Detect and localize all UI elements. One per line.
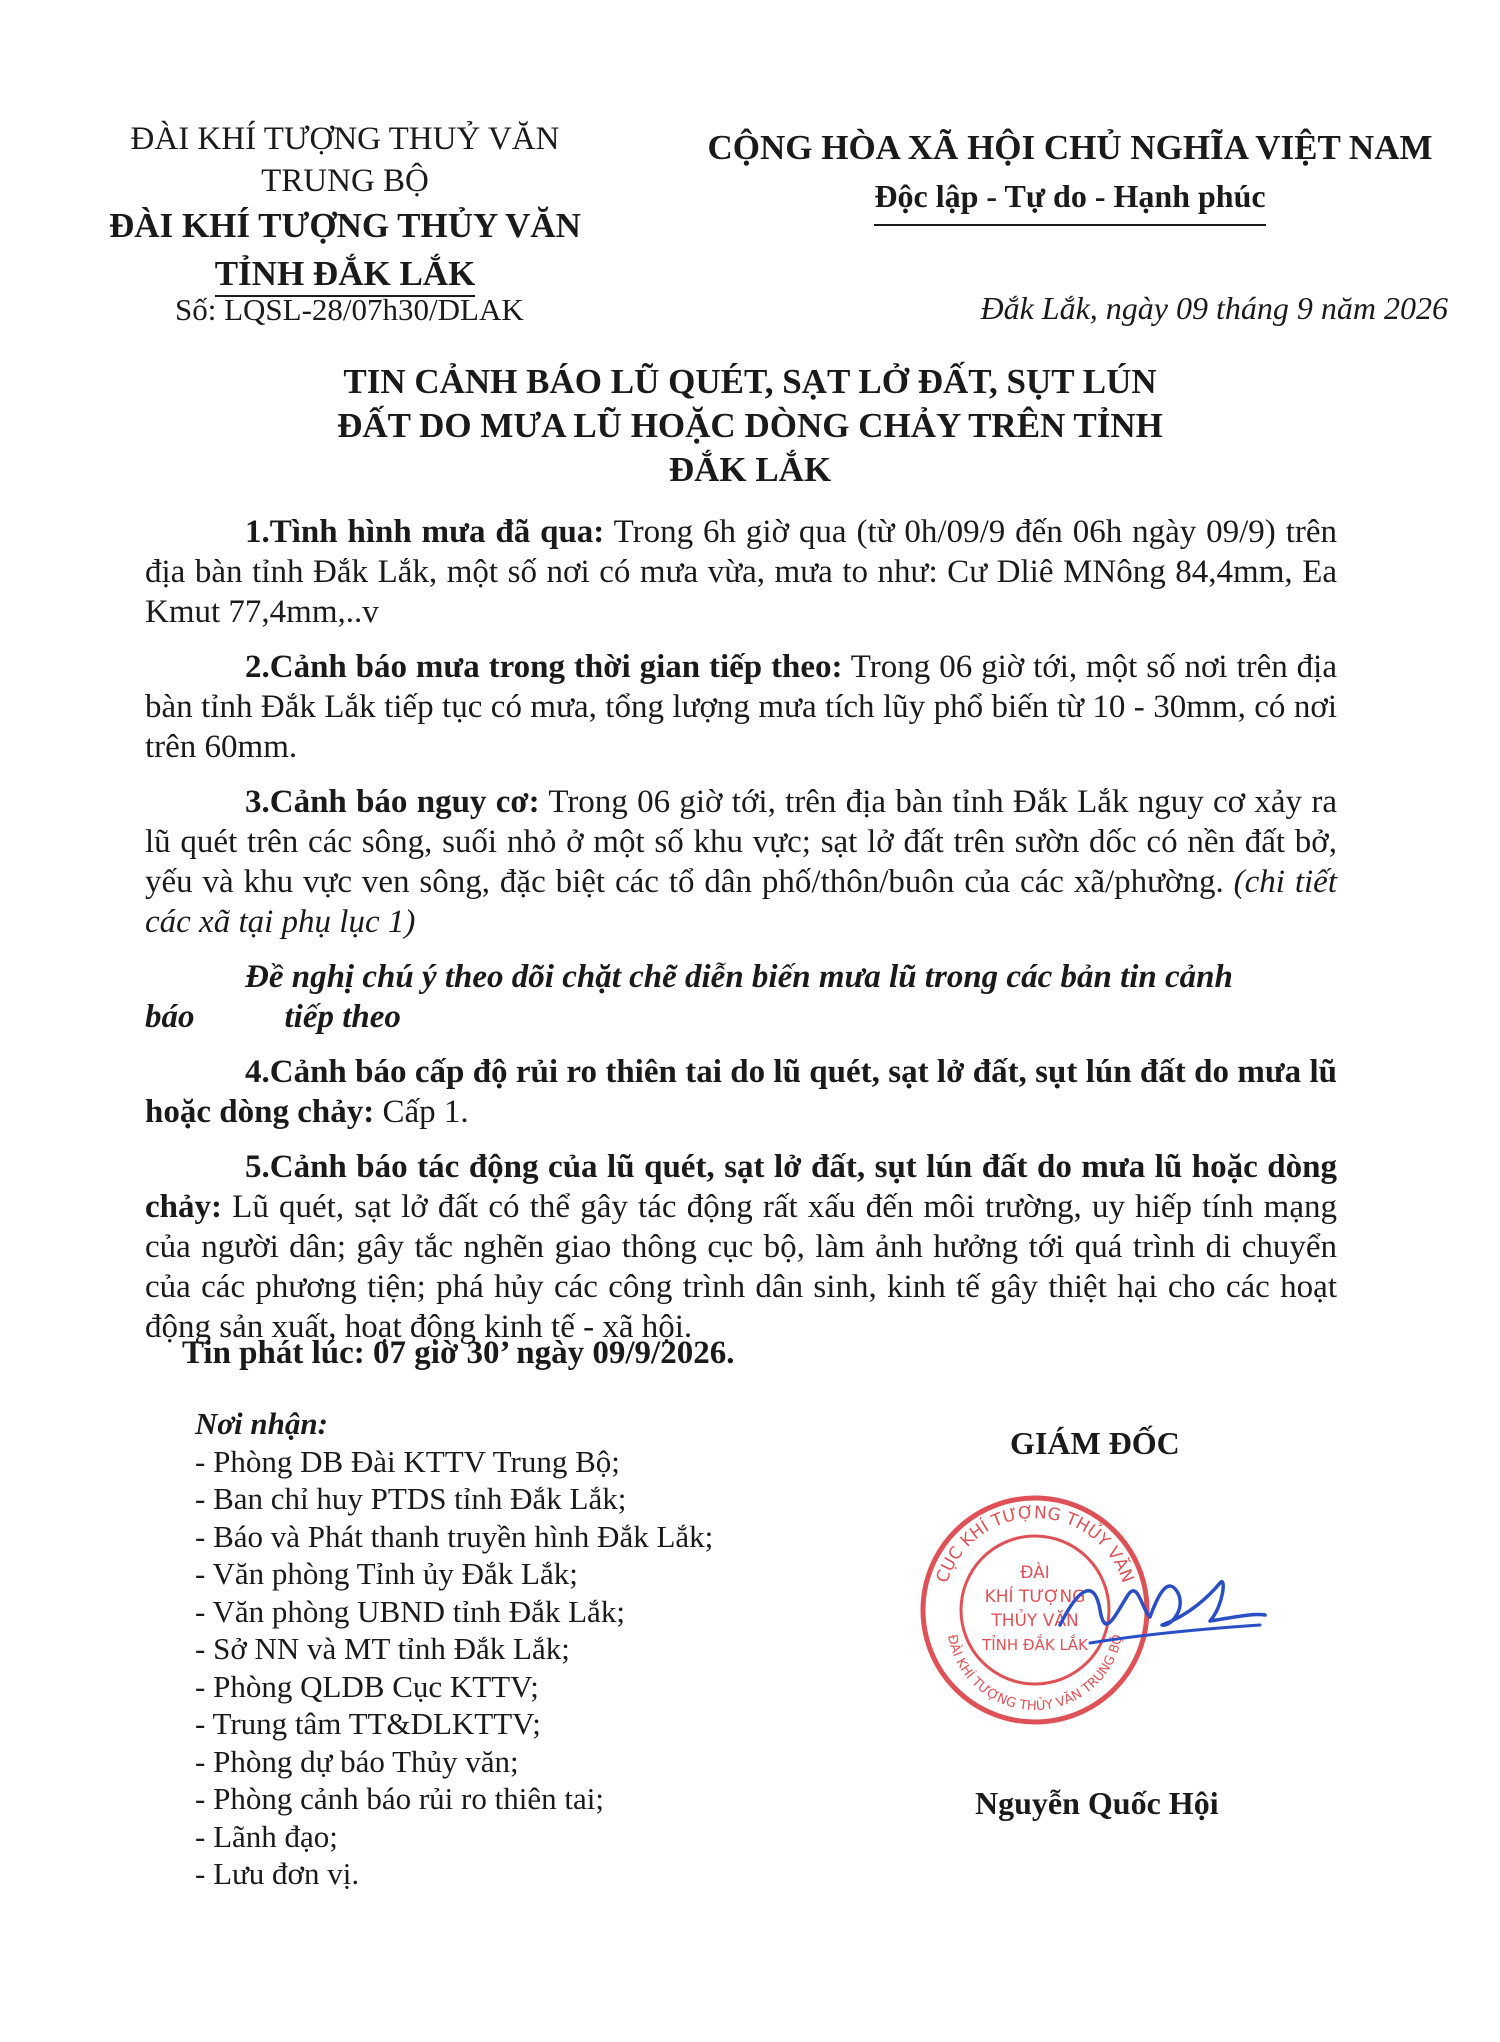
section-3: [145, 782, 1337, 942]
national-motto: Độc lập - Tự do - Hạnh phúc: [874, 172, 1265, 226]
section-2-text: Trong 06 giờ tới, một số nơi trên địa bàn tỉnh Đắk Lắk tiếp tục có mưa, tổng lượng mưa tích lũy phổ biến từ 10 - 30mm, có nơi trên 60mm.: [145, 649, 1337, 765]
recipients-list: [195, 1443, 713, 1893]
recipient-item: - Văn phòng Tỉnh ủy Đắk Lắk;: [195, 1556, 578, 1591]
title-line1: TIN CẢNH BÁO LŨ QUÉT, SẠT LỞ ĐẤT, SỤT LÚN: [343, 362, 1157, 401]
agency-name-line2: [105, 250, 585, 298]
handwritten-signature-icon: [1050, 1555, 1270, 1665]
document-number: Số: LQSL-28/07h30/DLAK: [175, 292, 524, 327]
signer-name: Nguyễn Quốc Hội: [975, 1785, 1219, 1821]
section-5: [145, 1147, 1337, 1347]
section-5-heading: 5.Cảnh báo tác động của lũ quét, sạt lở đất, sụt lún đất do mưa lũ hoặc dòng chảy:: [145, 1149, 1337, 1225]
advice-note: [145, 957, 1337, 1037]
agency-name-underline: TỈNH ĐẮK LẮK: [215, 254, 476, 297]
recipient-item: - Báo và Phát thanh truyền hình Đắk Lắk;: [195, 1518, 714, 1554]
recipient-item: - Văn phòng UBND tỉnh Đắk Lắk;: [195, 1593, 625, 1629]
svg-text:ĐÀI: ĐÀI: [1020, 1563, 1050, 1583]
svg-text:THỦY VĂN: THỦY VĂN: [991, 1611, 1079, 1631]
section-4: [145, 1052, 1337, 1132]
svg-text:KHÍ TƯỢNG: KHÍ TƯỢNG: [984, 1587, 1086, 1607]
recipient-item: - Phòng cảnh báo rủi ro thiên tai;: [195, 1781, 604, 1816]
document-body: [145, 512, 1337, 1362]
section-2-heading: 2.Cảnh báo mưa trong thời gian tiếp theo:: [245, 649, 843, 685]
svg-text:TỈNH ĐẮK LẮK: TỈNH ĐẮK LẮK: [982, 1636, 1088, 1654]
advice-word2: tiếp theo: [284, 999, 401, 1035]
section-1: [145, 512, 1337, 632]
recipient-item: - Phòng DB Đài KTTV Trung Bộ;: [195, 1443, 620, 1479]
section-3-heading: 3.Cảnh báo nguy cơ:: [245, 784, 540, 820]
document-date: Đắk Lắk, ngày 09 tháng 9 năm 2026: [980, 290, 1448, 326]
section-5-text: Lũ quét, sạt lở đất có thể gây tác động rất xấu đến môi trường, uy hiếp tính mạng của người dân; gây tắc nghẽn giao thông cục bộ, làm ảnh hưởng tới quá trình di chuyển của các phương tiện; phá hủy các công trình dân sinh, kinh tế gây thiệt hại cho các hoạt động sản xuất, hoạt động kinh tế - xã hội.: [145, 1189, 1337, 1345]
agency-parent-line2: TRUNG BỘ: [261, 163, 429, 199]
recipient-item: - Phòng QLDB Cục KTTV;: [195, 1668, 539, 1704]
recipient-item: - Trung tâm TT&DLKTTV;: [195, 1706, 541, 1741]
recipients: [195, 1405, 713, 1893]
svg-text:ĐÀI KHÍ TƯỢNG THỦY VĂN TRUNG B: ĐÀI KHÍ TƯỢNG THỦY VĂN TRUNG BỘ: [944, 1633, 1126, 1715]
title-line3: ĐẮK LẮK: [668, 450, 832, 489]
section-4-heading: 4.Cảnh báo cấp độ rủi ro thiên tai do lũ quét, sạt lở đất, sụt lún đất do mưa lũ hoặc dòng chảy:: [145, 1054, 1337, 1130]
section-3-note: (chi tiết các xã tại phụ lục 1): [145, 864, 1337, 940]
advice-line2: [145, 997, 1337, 1037]
issue-time: Tin phát lúc: 07 giờ 30’ ngày 09/9/2026.: [182, 1335, 735, 1371]
national-title: CỘNG HÒA XÃ HỘI CHỦ NGHĨA VIỆT NAM: [707, 128, 1433, 167]
document-title: [150, 360, 1350, 492]
recipient-item: - Phòng dự báo Thủy văn;: [195, 1743, 519, 1779]
recipients-title: Nơi nhận:: [195, 1406, 328, 1441]
national-header: [680, 124, 1460, 226]
recipient-item: - Sở NN và MT tỉnh Đắk Lắk;: [195, 1631, 570, 1666]
issuing-agency: [105, 118, 585, 298]
section-2: [145, 647, 1337, 767]
section-1-heading: 1.Tình hình mưa đã qua:: [245, 514, 605, 550]
agency-parent-line1: ĐÀI KHÍ TƯỢNG THUỶ VĂN: [130, 121, 560, 157]
signer-role: GIÁM ĐỐC: [1010, 1425, 1180, 1461]
svg-text:CỤC KHÍ TƯỢNG THỦY VĂN: CỤC KHÍ TƯỢNG THỦY VĂN: [932, 1502, 1138, 1586]
section-1-text: Trong 6h giờ qua (từ 0h/09/9 đến 06h ngày 09/9) trên địa bàn tỉnh Đắk Lắk, một số nơi có mưa vừa, mưa to như: Cư Dliê MNông 84,4mm, Ea Kmut 77,4mm,..v: [145, 514, 1337, 630]
recipient-item: - Ban chỉ huy PTDS tỉnh Đắk Lắk;: [195, 1481, 627, 1516]
recipient-item: - Lãnh đạo;: [195, 1818, 338, 1854]
section-4-text: Cấp 1.: [374, 1094, 469, 1130]
recipient-item: - Lưu đơn vị.: [195, 1856, 360, 1891]
advice-line1: Đề nghị chú ý theo dõi chặt chẽ diễn biến mưa lũ trong các bản tin cảnh: [245, 959, 1233, 995]
title-line2: ĐẤT DO MƯA LŨ HOẶC DÒNG CHẢY TRÊN TỈNH: [337, 406, 1163, 445]
section-3-text: Trong 06 giờ tới, trên địa bàn tỉnh Đắk Lắk nguy cơ xảy ra lũ quét trên các sông, suối nhỏ ở một số khu vực; sạt lở đất trên sườn dốc có nền đất bở, yếu và khu vực ven sông, đặc biệt các tổ dân phố/thôn/buôn của các xã/phường.: [145, 784, 1337, 900]
advice-word1: báo: [145, 999, 195, 1035]
agency-name-line1: ĐÀI KHÍ TƯỢNG THỦY VĂN: [109, 206, 581, 245]
